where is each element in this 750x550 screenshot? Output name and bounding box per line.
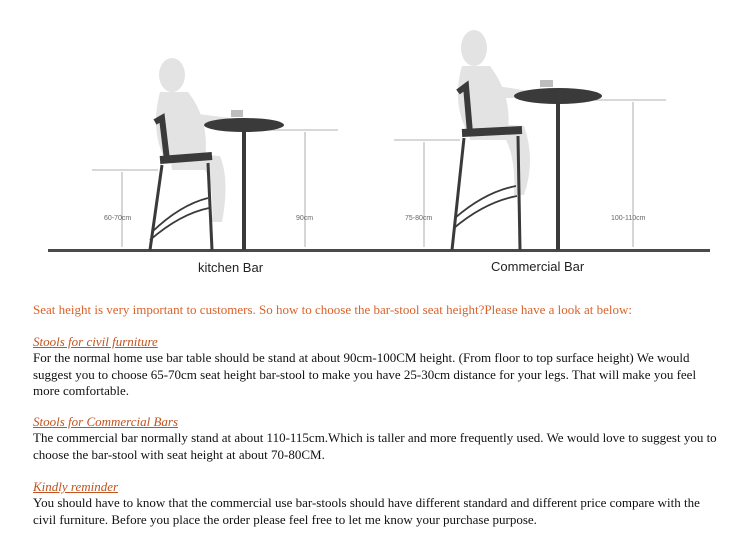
section-body: For the normal home use bar table should be stand at about 90cm-100CM height. (From floor to top surface height) We would suggest you to choose 65-70cm seat height bar-stool to make you have 25-30cm distance for your legs. That will make you feel more comfortable. [33,350,697,398]
commercial-table-height-label: 100-110cm [611,215,646,222]
kitchen-bar-caption: kitchen Bar [198,260,264,275]
intro-text: Seat height is very important to customers. So how to choose the bar-stool seat height?Please have a look at below: [33,302,633,317]
floor-line [48,249,710,252]
commercial-bar-scene [394,30,666,250]
section-civil-furniture [33,334,723,400]
kitchen-seat-height-label: 60-70cm [104,215,132,222]
kitchen-bar-scene [92,58,338,250]
kitchen-table-height-label: 90cm [296,215,314,222]
commercial-seat-height-label: 75-80cm [405,215,433,222]
commercial-bar-caption: Commercial Bar [491,259,585,274]
section-kindly-reminder [33,479,723,528]
section-commercial-bars [33,414,723,463]
section-title: Kindly reminder [33,479,119,494]
section-body: The commercial bar normally stand at about 110-115cm.Which is taller and more frequently used. We would love to suggest you to choose the bar-stool with seat height at about 70-80CM. [33,430,717,462]
section-body: You should have to know that the commercial use bar-stools should have different standard and different price compare with the civil furniture. Before you place the order please feel free to let me know your purchase purpose. [33,495,700,527]
section-title: Stools for civil furniture [33,334,158,349]
section-title: Stools for Commercial Bars [33,414,179,429]
